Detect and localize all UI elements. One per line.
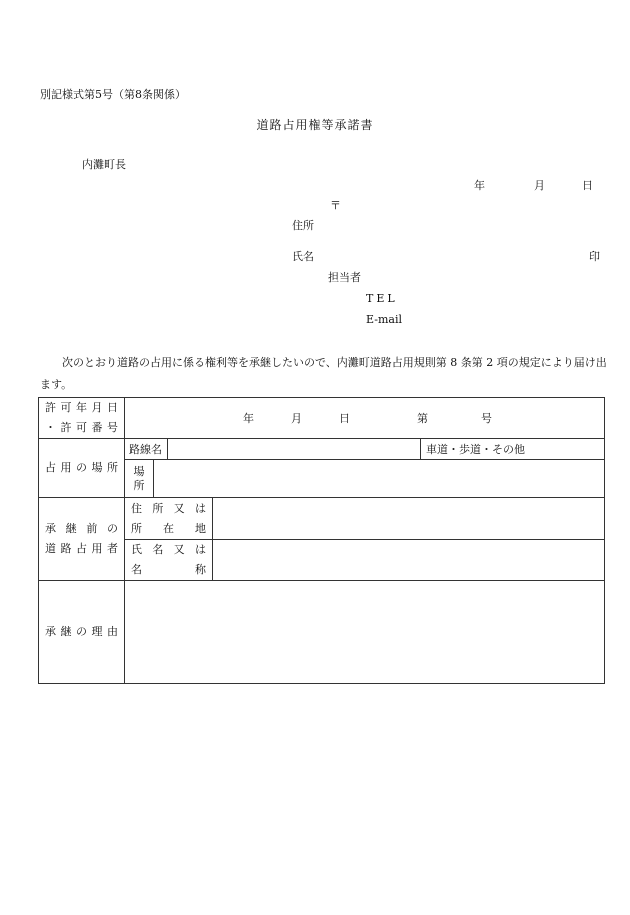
reason-label: 承継の理由 (45, 625, 118, 638)
applicant-name-label: 氏名 (292, 250, 314, 263)
location-label: 占用の場所 (45, 461, 118, 474)
tel-label: TEL (366, 292, 398, 305)
predecessor-label-line1: 承継前の (45, 522, 118, 535)
document-title: 道路占用権等承諾書 (256, 118, 374, 132)
permit-label-line1: 許可年月日 (45, 401, 118, 414)
permit-go-label: 号 (481, 412, 492, 425)
road-type-options: 車道・歩道・その他 (426, 443, 525, 456)
permit-label-line2: ・許可番号 (45, 421, 118, 434)
name-label-line2: 名称 (131, 563, 206, 576)
postal-mark: 〒 (330, 199, 341, 212)
predecessor-address-label-cell (125, 498, 213, 540)
predecessor-name-label-cell (125, 540, 213, 581)
form-number: 別記様式第5号（第8条関係） (40, 88, 186, 101)
reason-label-cell (39, 581, 125, 684)
permit-day-label: 日 (339, 412, 350, 425)
date-year-label: 年 (474, 179, 485, 192)
permit-row (39, 398, 605, 439)
predecessor-label-line2: 道路占用者 (45, 542, 118, 555)
address-label-line2: 所在地 (131, 521, 206, 535)
address-label-line1: 住所又は (131, 501, 206, 515)
place-label-2: 所 (133, 478, 145, 492)
seal-mark: 印 (589, 250, 600, 263)
predecessor-label-cell (39, 498, 125, 581)
route-row (39, 439, 605, 460)
route-name-field[interactable] (168, 439, 420, 459)
route-name-label: 路線名 (125, 439, 168, 459)
addressee: 内灘町長 (82, 158, 126, 171)
permit-label-cell (39, 398, 125, 439)
date-month-label: 月 (534, 179, 545, 192)
road-type-cell[interactable] (421, 439, 605, 460)
predecessor-address-field[interactable] (213, 498, 605, 540)
application-table (38, 397, 605, 684)
person-in-charge-label: 担当者 (328, 271, 361, 284)
route-cell (125, 439, 421, 460)
place-cell (125, 460, 605, 498)
predecessor-address-row (39, 498, 605, 540)
permit-year-label: 年 (243, 412, 254, 425)
place-field[interactable] (154, 460, 604, 497)
name-label-line1: 氏名又は (131, 543, 206, 556)
applicant-address-label: 住所 (292, 219, 314, 232)
predecessor-name-field[interactable] (213, 540, 605, 581)
permit-value-cell[interactable] (125, 398, 605, 439)
reason-field[interactable] (125, 581, 605, 684)
permit-month-label: 月 (291, 412, 302, 425)
email-label: E-mail (366, 313, 402, 326)
place-label (125, 460, 154, 497)
reason-row (39, 581, 605, 684)
body-text: 次のとおり道路の占用に係る権利等を承継したいので、内灘町道路占用規則第 8 条第 2 項の規定により届け出ます。 (40, 356, 607, 391)
location-label-cell (39, 439, 125, 498)
place-label-1: 場 (133, 464, 145, 478)
date-day-label: 日 (582, 179, 593, 192)
permit-dai-label: 第 (417, 412, 428, 425)
